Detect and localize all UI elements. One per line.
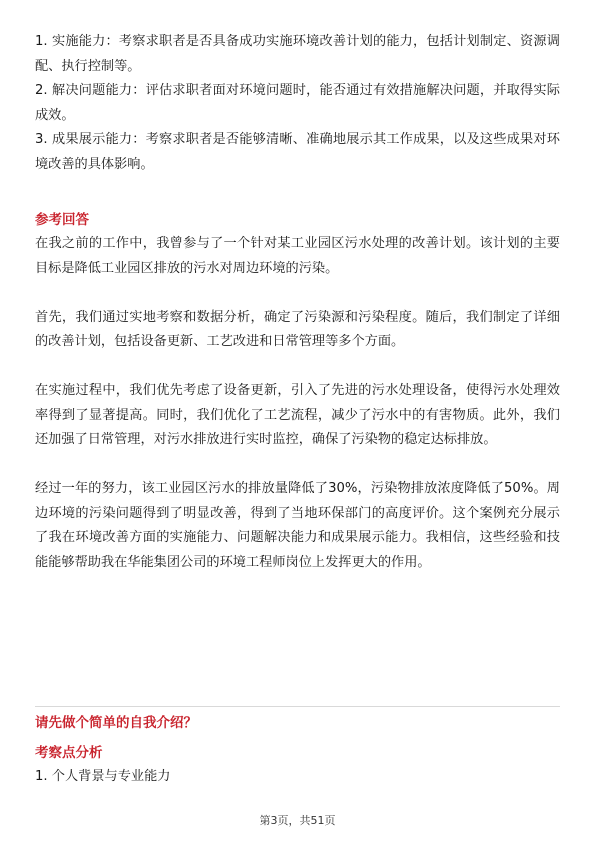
- criteria-item: 3. 成果展示能力：考察求职者是否能够清晰、准确地展示其工作成果，以及这些成果对环境改善的具体影响。: [35, 132, 560, 172]
- criteria-item: 2. 解决问题能力：评估求职者面对环境问题时，能否通过有效措施解决问题，并取得实际成效。: [35, 83, 560, 123]
- answer-paragraph: 在我之前的工作中，我曾参与了一个针对某工业园区污水处理的改善计划。该计划的主要目标是降低工业园区排放的污水对周边环境的污染。: [35, 236, 560, 276]
- answer-paragraph: 首先，我们通过实地考察和数据分析，确定了污染源和污染程度。随后，我们制定了详细的改善计划，包括设备更新、工艺改进和日常管理等多个方面。: [35, 309, 560, 349]
- criteria-item: 1. 实施能力：考察求职者是否具备成功实施环境改善计划的能力，包括计划制定、资源调配、执行控制等。: [35, 34, 560, 74]
- analysis-heading: 考察点分析: [35, 745, 103, 761]
- answer-paragraph: 在实施过程中，我们优先考虑了设备更新，引入了先进的污水处理设备，使得污水处理效率得到了显著提高。同时，我们优化了工艺流程，减少了污水中的有害物质。此外，我们还加强了日常管理，对污水排放进行实时监控，确保了污染物的稳定达标排放。: [35, 383, 560, 447]
- page-footer: 第3页，共51页: [259, 814, 336, 827]
- criteria-list: [35, 30, 560, 177]
- reference-answer-heading: 参考回答: [35, 212, 89, 228]
- answer-paragraph: 经过一年的努力，该工业园区污水的排放量降低了30%，污染物排放浓度降低了50%。周边环境的污染问题得到了明显改善，得到了当地环保部门的高度评价。这个案例充分展示了我在环境改善方面的实施能力、问题解决能力和成果展示能力。我相信，这些经验和技能能够帮助我在华能集团公司的环境工程师岗位上发挥更大的作用。: [35, 481, 560, 570]
- question-title: 请先做个简单的自我介绍？: [35, 715, 197, 731]
- reference-answer-body: [35, 232, 560, 575]
- analysis-item: 1. 个人背景与专业能力: [35, 769, 171, 784]
- section-divider: [35, 706, 560, 707]
